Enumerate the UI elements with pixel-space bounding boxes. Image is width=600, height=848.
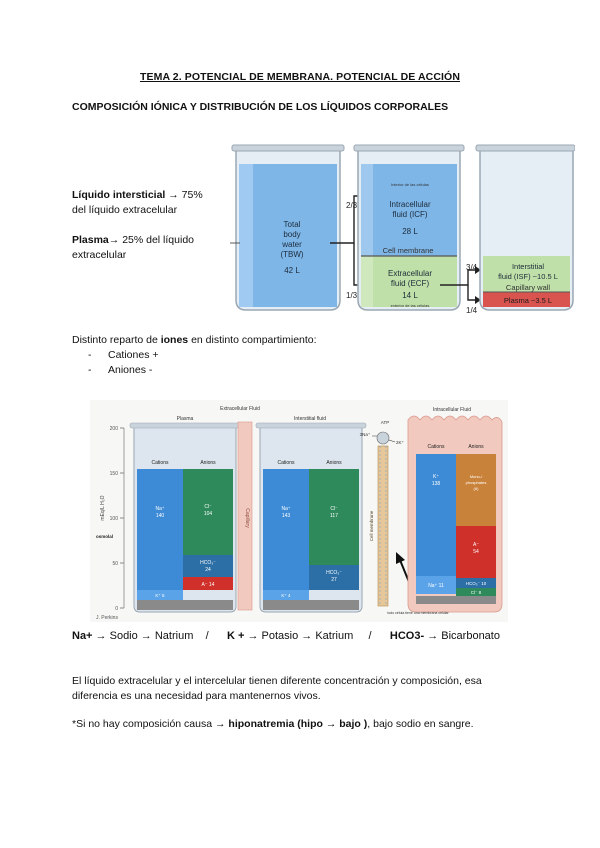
y-tick-0: 0 xyxy=(115,606,118,612)
plasma-beaker xyxy=(130,423,240,612)
section-subtitle: COMPOSICIÓN IÓNICA Y DISTRIBUCIÓN DE LOS LÍQUIDOS CORPORALES xyxy=(72,101,449,113)
tiny-bottom-note: exterior de las células xyxy=(390,303,430,308)
na-rest: → Sodio → Natrium / xyxy=(92,630,227,642)
list-item: - Aniones - xyxy=(88,364,153,376)
plasma-note-bold: Plasma xyxy=(72,234,109,246)
ecf-label-1: Extracellular xyxy=(387,269,433,278)
footnote-suffix: , bajo sodio en sangre. xyxy=(367,718,474,730)
fraction-one-quarter: 1/4 xyxy=(466,306,478,315)
ions-translation-line xyxy=(72,630,500,642)
y-tick-100: 100 xyxy=(109,516,118,522)
plasma-cl-value: 104 xyxy=(203,511,213,517)
plasma-cl-label: Cl⁻ xyxy=(204,504,212,510)
plasma-header: Plasma xyxy=(176,416,194,422)
icf-value: 28 L xyxy=(402,227,418,236)
plasma-cations-label: Cations xyxy=(151,460,169,466)
intracellular-fluid-header: Intracellular Fluid xyxy=(432,407,472,413)
isf-note xyxy=(72,188,203,218)
na-bold: Na+ xyxy=(72,630,93,642)
isf-note-bold: Líquido intersticial xyxy=(72,189,166,201)
isf-na-label: Na⁺ xyxy=(281,506,291,512)
icf-na-label: Na⁺ 11 xyxy=(428,583,444,589)
tbw-value: 42 L xyxy=(284,266,300,275)
fraction-two-thirds: 2/3 xyxy=(346,201,358,210)
bullet-cations: Cationes + xyxy=(108,349,159,361)
icf-anions-label: Anions xyxy=(468,444,484,450)
hyponatremia-note xyxy=(72,717,474,732)
pump-icon xyxy=(377,432,389,444)
y-axis-label: mEq/L H₂O xyxy=(100,495,106,521)
ions-intro xyxy=(72,333,317,348)
intracellular-cell xyxy=(408,416,502,612)
isf-cations-label: Cations xyxy=(277,460,295,466)
ions-intro-bold: iones xyxy=(160,334,189,346)
interstitial-beaker xyxy=(256,423,366,612)
icf-phos-label-1: Mono-/ xyxy=(469,474,483,479)
interstitial-fluid-header: Interstitial fluid xyxy=(294,416,326,422)
icf-label-1: Intracellular xyxy=(389,200,431,209)
footnote-bold: hiponatremia (hipo → bajo ) xyxy=(228,718,368,730)
capillary-wall-label: Capillary wall xyxy=(505,283,551,292)
plasma-k-label: K⁺ 5 xyxy=(155,593,165,598)
isf-na-value: 143 xyxy=(281,513,291,519)
fraction-one-third: 1/3 xyxy=(346,291,358,300)
isf-k-label: K⁺ 4 xyxy=(281,593,291,598)
atp-label: ATP xyxy=(380,420,390,425)
y-tick-200: 200 xyxy=(109,426,118,432)
isf-label-1: Interstitial xyxy=(511,262,545,271)
isf-label-2: fluid (ISF) ~10.5 L xyxy=(498,272,558,281)
icf-label-2: fluid (ICF) xyxy=(392,210,428,219)
ions-bullet-list xyxy=(88,348,159,378)
na-pump-label: 3Na⁺ xyxy=(359,432,371,437)
k-rest: → Potasio → Katrium / xyxy=(244,630,390,642)
plasma-hco3-label: HCO₃⁻ xyxy=(200,560,216,566)
y-tick-150: 150 xyxy=(109,471,118,477)
isf-cl-label: Cl⁻ xyxy=(330,506,338,512)
isf-cl-value: 117 xyxy=(330,513,338,519)
icf-k-value: 138 xyxy=(431,481,441,487)
figure2-bottom-note: todo célula tiene una membrana celular xyxy=(387,611,449,615)
plasma-note xyxy=(72,233,194,263)
tbw-label-4: (TBW) xyxy=(280,250,304,259)
isf-hco3-label: HCO₃⁻ xyxy=(326,570,342,576)
bullet-anions: Aniones - xyxy=(108,364,153,376)
tiny-top-note: Interior de las células xyxy=(391,182,429,187)
plasma-anions-label: Anions xyxy=(200,460,216,466)
author-credit: J. Perkins xyxy=(96,615,118,621)
isf-anions-label: Anions xyxy=(326,460,342,466)
hco3-bold: HCO3- xyxy=(389,630,425,642)
ions-intro-suffix: en distinto compartimiento: xyxy=(188,334,317,346)
icf-cations-label: Cations xyxy=(427,444,445,450)
isf-note-rest: → 75% xyxy=(165,189,203,201)
k-bold: K + xyxy=(226,630,245,642)
page-title: TEMA 2. POTENCIAL DE MEMBRANA. POTENCIAL DE ACCIÓN xyxy=(139,71,460,83)
footnote-prefix: *Si no hay composición causa → xyxy=(72,718,229,730)
hco3-rest: → Bicarbonato xyxy=(424,630,500,642)
fraction-three-quarters: 3/4 xyxy=(466,263,478,272)
icf-k-label: K⁺ xyxy=(433,474,439,480)
y-axis-note: osmolal xyxy=(96,534,114,539)
plasma-na-value: 140 xyxy=(155,513,165,519)
tbw-label-3: water xyxy=(282,240,302,249)
icf-phos-label-2: phosphates xyxy=(465,480,487,485)
plasma-volume-label: Plasma ~3.5 L xyxy=(503,296,553,305)
cell-membrane-label: Cell membrane xyxy=(369,510,374,542)
icf-a-label: A⁻ xyxy=(473,542,479,548)
y-tick-50: 50 xyxy=(112,561,118,567)
ecf-label-2: fluid (ECF) xyxy=(390,279,430,288)
extracellular-fluid-header: Extracellular Fluid xyxy=(220,406,260,412)
paragraph-line-1: El líquido extracelular y el intercelular tienen diferente concentración y composición, esa xyxy=(72,675,482,687)
ecf-value: 14 L xyxy=(402,291,418,300)
tbw-label-2: body xyxy=(283,230,301,239)
capillary-label: Capillary xyxy=(244,508,250,528)
icf-cl-label: Cl⁻ 8 xyxy=(470,590,482,595)
plasma-hco3-value: 24 xyxy=(205,567,211,573)
icf-phos-label-3: (6) xyxy=(473,486,479,491)
fluid-paragraph xyxy=(72,674,482,704)
tbw-label-1: Total xyxy=(283,220,301,229)
isf-note-line2: del líquido extracelular xyxy=(72,204,178,216)
ion-composition-figure xyxy=(90,400,508,622)
plasma-a-label: A⁻ 14 xyxy=(201,582,215,588)
ions-intro-prefix: Distinto reparto de xyxy=(72,334,161,346)
list-item: - Cationes + xyxy=(88,349,159,361)
icf-a-value: 54 xyxy=(473,549,479,555)
cell-membrane-strip xyxy=(378,446,388,606)
plasma-note-line2: extracelular xyxy=(72,249,127,261)
paragraph-line-2: diferencia es una necesidad para mantenernos vivos. xyxy=(72,690,321,702)
k-pump-label: 2K⁺ xyxy=(396,440,404,445)
cell-membrane-label: Cell membrane xyxy=(382,246,434,255)
icf-hco3-label: HCO₃⁻ 10 xyxy=(465,581,487,586)
body-water-figure xyxy=(230,140,575,315)
plasma-note-rest: → 25% del líquido xyxy=(108,234,195,246)
plasma-na-label: Na⁺ xyxy=(155,506,165,512)
isf-hco3-value: 27 xyxy=(331,577,337,583)
